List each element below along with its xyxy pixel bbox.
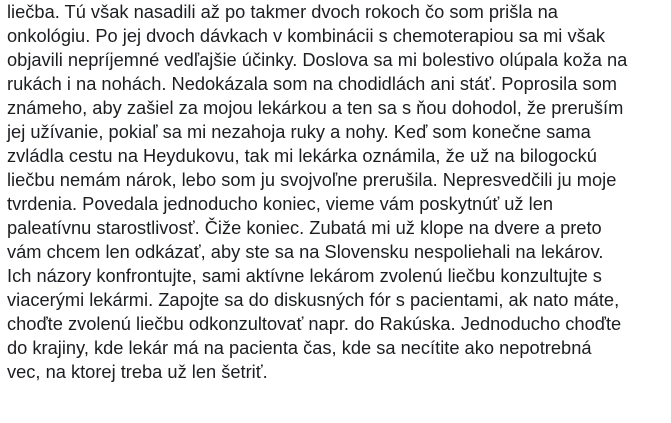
post-text-line: liečba. Tú však nasadili až po takmer dvoch rokoch čo som prišla na bbox=[7, 1, 558, 22]
post-text-line: choďte zvolenú liečbu odkonzultovať napr. do Rakúska. Jednoducho choďte bbox=[7, 313, 622, 334]
post-text-line: Ich názory konfrontujte, sami aktívne lekárom zvolenú liečbu konzultujte s bbox=[7, 265, 602, 286]
post-text-line: paleatívnu starostlivosť. Čiže koniec. Zubatá mi už klope na dvere a preto bbox=[7, 217, 602, 238]
post-body-text bbox=[7, 0, 671, 384]
post-text-line: zvládla cestu na Heydukovu, tak mi lekárka oznámila, že už na bilogockú bbox=[7, 145, 597, 166]
post-text-line: vám chcem len odkázať, aby ste sa na Slovensku nespoliehali na lekárov. bbox=[7, 241, 604, 262]
post-text-line: známeho, aby zašiel za mojou lekárkou a ten sa s ňou dohodol, že preruším bbox=[7, 97, 624, 118]
post-text-line: viacerými lekármi. Zapojte sa do diskusných fór s pacientami, ak nato máte, bbox=[7, 289, 620, 310]
post-text-line: vec, na ktorej treba už len šetriť. bbox=[7, 361, 268, 382]
post-text-line: tvrdenia. Povedala jednoducho koniec, vieme vám poskytnúť už len bbox=[7, 193, 554, 214]
post-text-line: rukách i na nohách. Nedokázala som na chodidlách ani stáť. Poprosila som bbox=[7, 73, 617, 94]
post-text-line: jej užívanie, pokiaľ sa mi nezahoja ruky a nohy. Keď som konečne sama bbox=[7, 121, 591, 142]
post-text-line: onkológiu. Po jej dvoch dávkach v kombinácii s chemoterapiou sa mi však bbox=[7, 25, 605, 46]
post-text-line: objavili nepríjemné vedľajšie účinky. Doslova sa mi bolestivo olúpala koža na bbox=[7, 49, 628, 70]
post-text-line: do krajiny, kde lekár má na pacienta čas, kde sa necítite ako nepotrebná bbox=[7, 337, 592, 358]
post-text-line: liečbu nemám nárok, lebo som ju svojvoľne prerušila. Nepresvedčili ju moje bbox=[7, 169, 617, 190]
